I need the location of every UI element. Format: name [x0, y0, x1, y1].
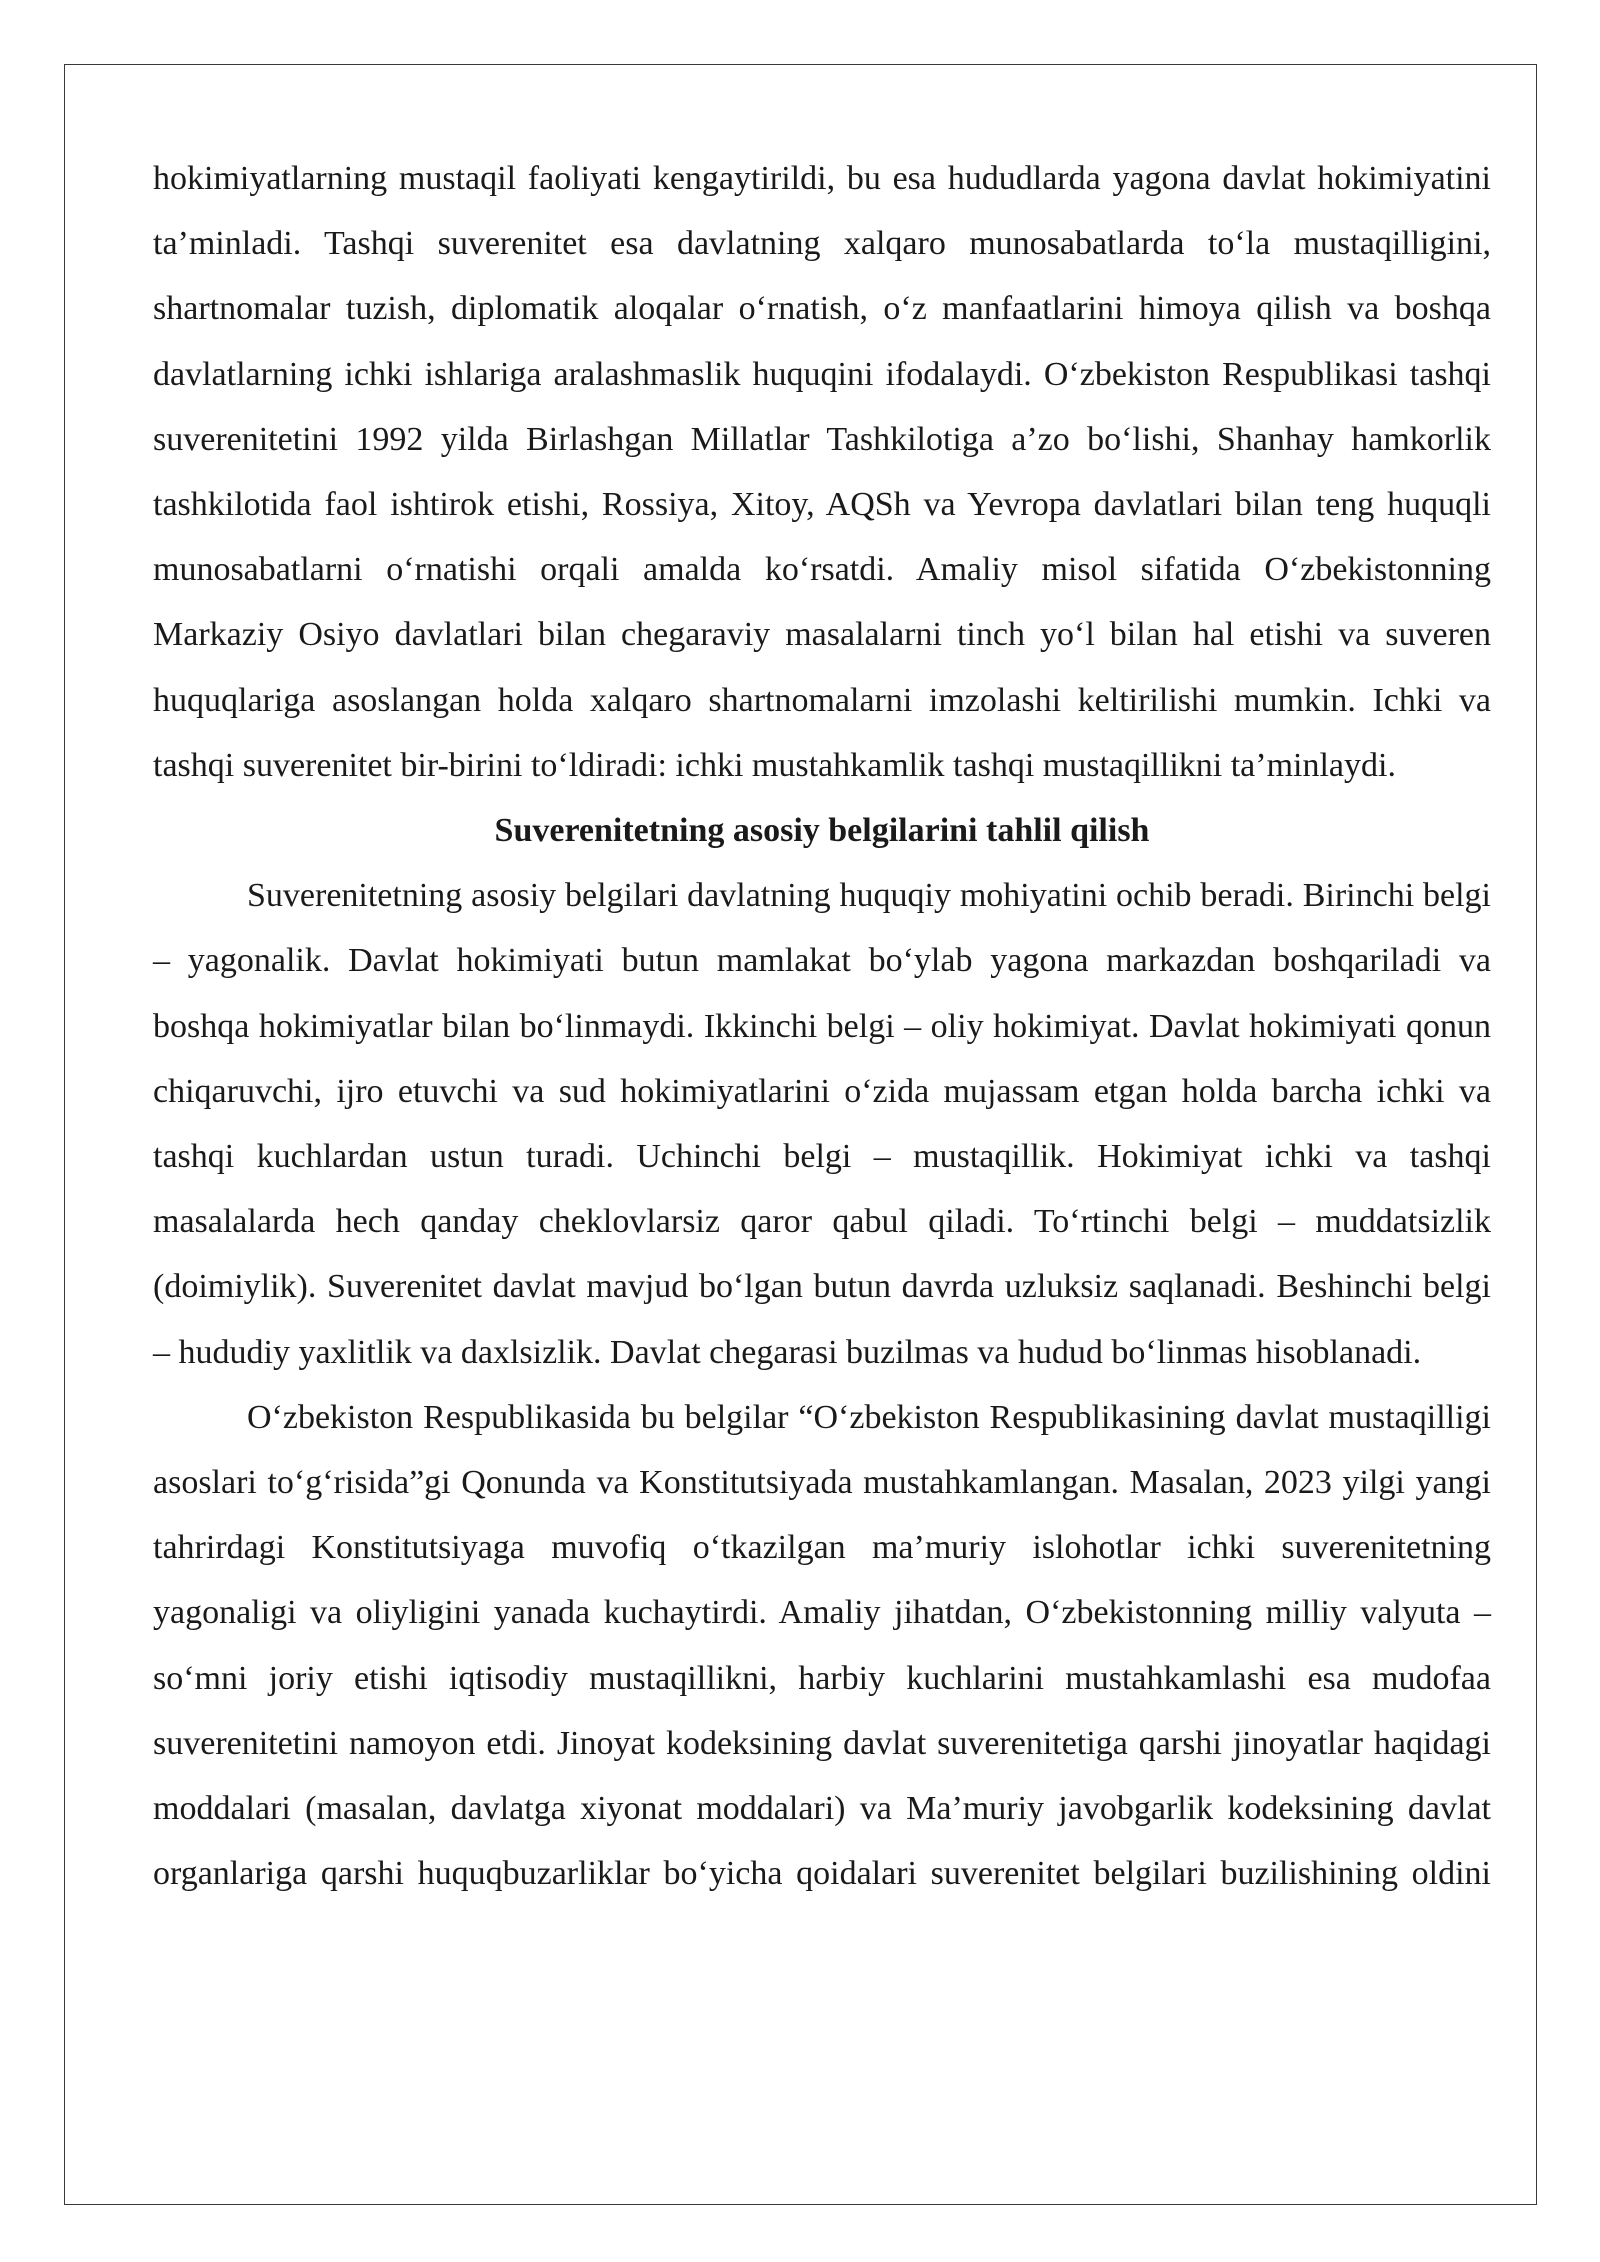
- paragraph-belgilar: Suverenitetning asosiy belgilari davlatning huquqiy mohiyatini ochib beradi. Birinchi belgi – yagonalik. Davlat hokimiyati butun mamlakat bo‘ylab yagona markazdan boshqariladi va boshqa hokimiyatlar bilan bo‘linmaydi. Ikkinchi belgi – oliy hokimiyat. Davlat hokimiyati qonun chiqaruvchi, ijro etuvchi va sud hokimiyatlarini o‘zida mujassam etgan holda barcha ichki va tashqi kuchlardan ustun turadi. Uchinchi belgi – mustaqillik. Hokimiyat ichki va tashqi masalalarda hech qanday cheklovlarsiz qaror qabul qiladi. To‘rtinchi belgi – muddatsizlik (doimiylik). Suverenitet davlat mavjud bo‘lgan butun davrda uzluksiz saqlanadi. Beshinchi belgi – hududiy yaxlitlik va daxlsizlik. Davlat chegarasi buzilmas va hudud bo‘linmas hisoblanadi.: [153, 877, 1491, 1371]
- paragraph-ozbekiston: O‘zbekiston Respublikasida bu belgilar “O‘zbekiston Respublikasining davlat mustaqilligi asoslari to‘g‘risida”gi Qonunda va Konstitutsiyada mustahkamlangan. Masalan, 2023 yilgi yangi tahrirdagi Konstitutsiyaga muvofiq o‘tkazilgan ma’muriy islohotlar ichki suverenitetning yagonaligi va oliyligini yanada kuchaytirdi. Amaliy jihatdan, O‘zbekistonning milliy valyuta – so‘mni joriy etishi iqtisodiy mustaqillikni, harbiy kuchlarini mustahkamlashi esa mudofaa suverenitetini namoyon etdi. Jinoyat kodeksining davlat suverenitetiga qarshi jinoyatlar haqidagi moddalari (masalan, davlatga xiyonat moddalari) va Ma’muriy javobgarlik kodeksining davlat organlariga qarshi huquqbuzarliklar bo‘yicha qoidalari suverenitet belgilari buzilishining oldini: [153, 1398, 1491, 1893]
- document-body: [153, 146, 1491, 1906]
- paragraph-continued: hokimiyatlarning mustaqil faoliyati kengaytirildi, bu esa hududlarda yagona davlat hokimiyatini ta’minladi. Tashqi suverenitet esa davlatning xalqaro munosabatlarda to‘la mustaqilligini, shartnomalar tuzish, diplomatik aloqalar o‘rnatish, o‘z manfaatlarini himoya qilish va boshqa davlatlarning ichki ishlariga aralashmaslik huquqini ifodalaydi. O‘zbekiston Respublikasi tashqi suverenitetini 1992 yilda Birlashgan Millatlar Tashkilotiga a’zo bo‘lishi, Shanhay hamkorlik tashkilotida faol ishtirok etishi, Rossiya, Xitoy, AQSh va Yevropa davlatlari bilan teng huquqli munosabatlarni o‘rnatishi orqali amalda ko‘rsatdi. Amaliy misol sifatida O‘zbekistonning Markaziy Osiyo davlatlari bilan chegaraviy masalalarni tinch yo‘l bilan hal etishi va suveren huquqlariga asoslangan holda xalqaro shartnomalarni imzolashi keltirilishi mumkin. Ichki va tashqi suverenitet bir-birini to‘ldiradi: ichki mustahkamlik tashqi mustaqillikni ta’minlaydi.: [153, 160, 1491, 784]
- section-heading: Suverenitetning asosiy belgilarini tahlil qilish: [494, 812, 1150, 850]
